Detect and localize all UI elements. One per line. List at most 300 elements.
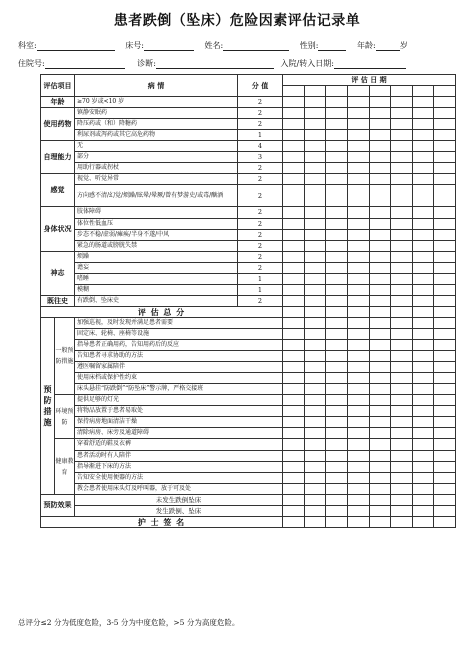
date-cell[interactable]: [347, 185, 369, 207]
date-cell[interactable]: [326, 516, 348, 527]
date-cell[interactable]: [283, 505, 305, 516]
date-cell[interactable]: [347, 174, 369, 185]
date-cell[interactable]: [326, 86, 348, 97]
date-cell[interactable]: [326, 351, 348, 362]
date-cell[interactable]: [434, 461, 456, 472]
date-cell[interactable]: [347, 450, 369, 461]
date-cell[interactable]: [347, 97, 369, 108]
date-cell[interactable]: [369, 152, 391, 163]
date-cell[interactable]: [347, 251, 369, 262]
date-cell[interactable]: [391, 340, 413, 351]
date-cell[interactable]: [391, 207, 413, 218]
date-cell[interactable]: [369, 450, 391, 461]
date-cell[interactable]: [434, 163, 456, 174]
date-cell[interactable]: [347, 516, 369, 527]
date-cell[interactable]: [369, 328, 391, 339]
date-cell[interactable]: [326, 218, 348, 229]
date-cell[interactable]: [434, 306, 456, 317]
date-cell[interactable]: [326, 229, 348, 240]
date-cell[interactable]: [412, 185, 434, 207]
date-cell[interactable]: [369, 340, 391, 351]
date-cell[interactable]: [347, 461, 369, 472]
date-cell[interactable]: [347, 328, 369, 339]
date-cell[interactable]: [326, 461, 348, 472]
date-cell[interactable]: [369, 472, 391, 483]
date-cell[interactable]: [283, 362, 305, 373]
date-cell[interactable]: [412, 428, 434, 439]
date-cell[interactable]: [434, 152, 456, 163]
date-cell[interactable]: [304, 461, 326, 472]
date-cell[interactable]: [283, 406, 305, 417]
date-cell[interactable]: [391, 86, 413, 97]
date-cell[interactable]: [412, 450, 434, 461]
date-cell[interactable]: [434, 351, 456, 362]
date-cell[interactable]: [283, 483, 305, 494]
date-cell[interactable]: [347, 362, 369, 373]
date-cell[interactable]: [326, 373, 348, 384]
date-cell[interactable]: [391, 406, 413, 417]
date-cell[interactable]: [434, 439, 456, 450]
date-cell[interactable]: [434, 240, 456, 251]
date-cell[interactable]: [283, 284, 305, 295]
date-cell[interactable]: [434, 483, 456, 494]
date-cell[interactable]: [391, 505, 413, 516]
date-cell[interactable]: [304, 97, 326, 108]
date-cell[interactable]: [304, 141, 326, 152]
date-cell[interactable]: [283, 273, 305, 284]
date-cell[interactable]: [434, 229, 456, 240]
date-cell[interactable]: [434, 362, 456, 373]
date-cell[interactable]: [369, 163, 391, 174]
date-cell[interactable]: [283, 450, 305, 461]
date-cell[interactable]: [391, 163, 413, 174]
date-cell[interactable]: [347, 406, 369, 417]
date-cell[interactable]: [412, 295, 434, 306]
date-cell[interactable]: [434, 317, 456, 328]
date-cell[interactable]: [347, 472, 369, 483]
date-cell[interactable]: [304, 351, 326, 362]
date-cell[interactable]: [369, 207, 391, 218]
date-cell[interactable]: [369, 141, 391, 152]
date-cell[interactable]: [369, 373, 391, 384]
date-cell[interactable]: [412, 328, 434, 339]
date-cell[interactable]: [347, 130, 369, 141]
date-cell[interactable]: [391, 295, 413, 306]
date-cell[interactable]: [369, 273, 391, 284]
date-cell[interactable]: [412, 317, 434, 328]
date-cell[interactable]: [304, 152, 326, 163]
date-cell[interactable]: [347, 86, 369, 97]
date-cell[interactable]: [347, 483, 369, 494]
date-cell[interactable]: [283, 163, 305, 174]
date-cell[interactable]: [326, 439, 348, 450]
dept-field[interactable]: [37, 42, 115, 51]
date-cell[interactable]: [326, 505, 348, 516]
date-cell[interactable]: [347, 317, 369, 328]
date-cell[interactable]: [434, 97, 456, 108]
date-cell[interactable]: [412, 273, 434, 284]
date-cell[interactable]: [326, 295, 348, 306]
date-cell[interactable]: [326, 97, 348, 108]
date-cell[interactable]: [326, 262, 348, 273]
date-cell[interactable]: [326, 174, 348, 185]
date-cell[interactable]: [412, 461, 434, 472]
date-cell[interactable]: [304, 395, 326, 406]
date-cell[interactable]: [283, 306, 305, 317]
date-cell[interactable]: [326, 306, 348, 317]
date-cell[interactable]: [412, 240, 434, 251]
date-cell[interactable]: [391, 494, 413, 505]
date-cell[interactable]: [347, 284, 369, 295]
date-cell[interactable]: [304, 373, 326, 384]
date-cell[interactable]: [304, 218, 326, 229]
date-cell[interactable]: [391, 395, 413, 406]
date-cell[interactable]: [347, 384, 369, 395]
admission-no-field[interactable]: [45, 60, 125, 69]
date-cell[interactable]: [369, 439, 391, 450]
date-cell[interactable]: [347, 505, 369, 516]
date-cell[interactable]: [391, 119, 413, 130]
date-cell[interactable]: [326, 494, 348, 505]
date-cell[interactable]: [434, 395, 456, 406]
date-cell[interactable]: [283, 97, 305, 108]
date-cell[interactable]: [326, 163, 348, 174]
date-cell[interactable]: [347, 273, 369, 284]
date-cell[interactable]: [391, 483, 413, 494]
date-cell[interactable]: [434, 417, 456, 428]
date-cell[interactable]: [434, 472, 456, 483]
date-cell[interactable]: [434, 86, 456, 97]
date-cell[interactable]: [391, 516, 413, 527]
date-cell[interactable]: [391, 317, 413, 328]
date-cell[interactable]: [304, 384, 326, 395]
date-cell[interactable]: [347, 240, 369, 251]
date-cell[interactable]: [304, 406, 326, 417]
date-cell[interactable]: [304, 185, 326, 207]
date-cell[interactable]: [283, 417, 305, 428]
date-cell[interactable]: [283, 262, 305, 273]
date-cell[interactable]: [369, 130, 391, 141]
date-cell[interactable]: [412, 483, 434, 494]
date-cell[interactable]: [283, 174, 305, 185]
date-cell[interactable]: [412, 373, 434, 384]
date-cell[interactable]: [369, 185, 391, 207]
date-cell[interactable]: [434, 505, 456, 516]
date-cell[interactable]: [304, 163, 326, 174]
date-cell[interactable]: [326, 362, 348, 373]
date-cell[interactable]: [326, 472, 348, 483]
date-cell[interactable]: [304, 284, 326, 295]
date-cell[interactable]: [412, 86, 434, 97]
date-cell[interactable]: [391, 472, 413, 483]
date-cell[interactable]: [304, 295, 326, 306]
date-cell[interactable]: [391, 373, 413, 384]
date-cell[interactable]: [369, 240, 391, 251]
transfer-date-field[interactable]: [334, 60, 406, 69]
date-cell[interactable]: [412, 141, 434, 152]
date-cell[interactable]: [391, 428, 413, 439]
date-cell[interactable]: [391, 108, 413, 119]
date-cell[interactable]: [304, 516, 326, 527]
date-cell[interactable]: [283, 86, 305, 97]
date-cell[interactable]: [369, 351, 391, 362]
date-cell[interactable]: [369, 218, 391, 229]
date-cell[interactable]: [434, 119, 456, 130]
date-cell[interactable]: [283, 461, 305, 472]
date-cell[interactable]: [391, 384, 413, 395]
date-cell[interactable]: [369, 494, 391, 505]
date-cell[interactable]: [369, 505, 391, 516]
date-cell[interactable]: [347, 306, 369, 317]
date-cell[interactable]: [347, 218, 369, 229]
date-cell[interactable]: [347, 439, 369, 450]
date-cell[interactable]: [391, 141, 413, 152]
date-cell[interactable]: [412, 306, 434, 317]
date-cell[interactable]: [304, 262, 326, 273]
date-cell[interactable]: [326, 450, 348, 461]
date-cell[interactable]: [347, 428, 369, 439]
date-cell[interactable]: [326, 328, 348, 339]
date-cell[interactable]: [391, 130, 413, 141]
date-cell[interactable]: [369, 229, 391, 240]
date-cell[interactable]: [304, 328, 326, 339]
date-cell[interactable]: [434, 284, 456, 295]
date-cell[interactable]: [369, 395, 391, 406]
date-cell[interactable]: [412, 152, 434, 163]
date-cell[interactable]: [304, 251, 326, 262]
date-cell[interactable]: [304, 108, 326, 119]
date-cell[interactable]: [347, 108, 369, 119]
date-cell[interactable]: [304, 483, 326, 494]
date-cell[interactable]: [304, 494, 326, 505]
name-field[interactable]: [223, 42, 289, 51]
date-cell[interactable]: [369, 262, 391, 273]
date-cell[interactable]: [369, 516, 391, 527]
date-cell[interactable]: [283, 152, 305, 163]
date-cell[interactable]: [412, 384, 434, 395]
date-cell[interactable]: [283, 207, 305, 218]
date-cell[interactable]: [391, 417, 413, 428]
date-cell[interactable]: [391, 218, 413, 229]
date-cell[interactable]: [434, 130, 456, 141]
sex-field[interactable]: [318, 42, 346, 51]
date-cell[interactable]: [369, 119, 391, 130]
date-cell[interactable]: [434, 406, 456, 417]
date-cell[interactable]: [304, 450, 326, 461]
diagnosis-field[interactable]: [156, 60, 274, 69]
date-cell[interactable]: [304, 273, 326, 284]
date-cell[interactable]: [412, 119, 434, 130]
date-cell[interactable]: [391, 439, 413, 450]
date-cell[interactable]: [304, 340, 326, 351]
date-cell[interactable]: [434, 174, 456, 185]
date-cell[interactable]: [434, 207, 456, 218]
date-cell[interactable]: [304, 240, 326, 251]
date-cell[interactable]: [412, 406, 434, 417]
date-cell[interactable]: [369, 86, 391, 97]
date-cell[interactable]: [326, 185, 348, 207]
date-cell[interactable]: [347, 340, 369, 351]
date-cell[interactable]: [326, 152, 348, 163]
date-cell[interactable]: [391, 450, 413, 461]
date-cell[interactable]: [347, 494, 369, 505]
date-cell[interactable]: [326, 384, 348, 395]
date-cell[interactable]: [283, 218, 305, 229]
date-cell[interactable]: [412, 218, 434, 229]
date-cell[interactable]: [412, 439, 434, 450]
date-cell[interactable]: [304, 119, 326, 130]
date-cell[interactable]: [283, 428, 305, 439]
date-cell[interactable]: [412, 340, 434, 351]
date-cell[interactable]: [347, 295, 369, 306]
date-cell[interactable]: [369, 174, 391, 185]
date-cell[interactable]: [369, 384, 391, 395]
date-cell[interactable]: [412, 262, 434, 273]
date-cell[interactable]: [347, 119, 369, 130]
date-cell[interactable]: [391, 152, 413, 163]
date-cell[interactable]: [326, 340, 348, 351]
date-cell[interactable]: [412, 494, 434, 505]
date-cell[interactable]: [326, 428, 348, 439]
date-cell[interactable]: [283, 119, 305, 130]
date-cell[interactable]: [283, 130, 305, 141]
date-cell[interactable]: [369, 284, 391, 295]
date-cell[interactable]: [326, 406, 348, 417]
date-cell[interactable]: [304, 229, 326, 240]
date-cell[interactable]: [347, 395, 369, 406]
date-cell[interactable]: [369, 461, 391, 472]
date-cell[interactable]: [369, 428, 391, 439]
date-cell[interactable]: [283, 251, 305, 262]
date-cell[interactable]: [434, 108, 456, 119]
date-cell[interactable]: [369, 306, 391, 317]
date-cell[interactable]: [391, 362, 413, 373]
date-cell[interactable]: [412, 395, 434, 406]
date-cell[interactable]: [283, 108, 305, 119]
date-cell[interactable]: [412, 108, 434, 119]
date-cell[interactable]: [434, 450, 456, 461]
date-cell[interactable]: [283, 317, 305, 328]
date-cell[interactable]: [304, 417, 326, 428]
date-cell[interactable]: [304, 428, 326, 439]
date-cell[interactable]: [304, 505, 326, 516]
date-cell[interactable]: [434, 340, 456, 351]
date-cell[interactable]: [326, 483, 348, 494]
date-cell[interactable]: [326, 141, 348, 152]
date-cell[interactable]: [283, 229, 305, 240]
date-cell[interactable]: [326, 395, 348, 406]
date-cell[interactable]: [434, 273, 456, 284]
date-cell[interactable]: [391, 351, 413, 362]
date-cell[interactable]: [304, 86, 326, 97]
date-cell[interactable]: [283, 185, 305, 207]
date-cell[interactable]: [412, 472, 434, 483]
age-field[interactable]: [376, 42, 400, 51]
date-cell[interactable]: [283, 340, 305, 351]
date-cell[interactable]: [412, 362, 434, 373]
date-cell[interactable]: [347, 163, 369, 174]
date-cell[interactable]: [412, 163, 434, 174]
date-cell[interactable]: [412, 229, 434, 240]
date-cell[interactable]: [369, 417, 391, 428]
date-cell[interactable]: [412, 351, 434, 362]
date-cell[interactable]: [326, 130, 348, 141]
date-cell[interactable]: [391, 328, 413, 339]
date-cell[interactable]: [434, 516, 456, 527]
date-cell[interactable]: [434, 373, 456, 384]
bed-field[interactable]: [144, 42, 194, 51]
date-cell[interactable]: [434, 328, 456, 339]
date-cell[interactable]: [326, 284, 348, 295]
date-cell[interactable]: [283, 295, 305, 306]
date-cell[interactable]: [434, 262, 456, 273]
date-cell[interactable]: [412, 251, 434, 262]
date-cell[interactable]: [391, 306, 413, 317]
date-cell[interactable]: [412, 516, 434, 527]
date-cell[interactable]: [391, 185, 413, 207]
date-cell[interactable]: [304, 174, 326, 185]
date-cell[interactable]: [434, 428, 456, 439]
date-cell[interactable]: [304, 207, 326, 218]
date-cell[interactable]: [347, 262, 369, 273]
date-cell[interactable]: [326, 119, 348, 130]
date-cell[interactable]: [347, 373, 369, 384]
date-cell[interactable]: [326, 108, 348, 119]
date-cell[interactable]: [391, 229, 413, 240]
date-cell[interactable]: [412, 97, 434, 108]
date-cell[interactable]: [369, 97, 391, 108]
date-cell[interactable]: [283, 240, 305, 251]
date-cell[interactable]: [304, 130, 326, 141]
date-cell[interactable]: [283, 351, 305, 362]
date-cell[interactable]: [412, 130, 434, 141]
date-cell[interactable]: [304, 317, 326, 328]
date-cell[interactable]: [326, 317, 348, 328]
date-cell[interactable]: [412, 417, 434, 428]
date-cell[interactable]: [283, 384, 305, 395]
date-cell[interactable]: [283, 439, 305, 450]
date-cell[interactable]: [369, 483, 391, 494]
date-cell[interactable]: [391, 174, 413, 185]
date-cell[interactable]: [434, 141, 456, 152]
date-cell[interactable]: [391, 284, 413, 295]
date-cell[interactable]: [304, 472, 326, 483]
date-cell[interactable]: [304, 439, 326, 450]
date-cell[interactable]: [304, 362, 326, 373]
date-cell[interactable]: [434, 494, 456, 505]
date-cell[interactable]: [347, 207, 369, 218]
date-cell[interactable]: [391, 262, 413, 273]
date-cell[interactable]: [434, 218, 456, 229]
date-cell[interactable]: [283, 472, 305, 483]
date-cell[interactable]: [391, 240, 413, 251]
date-cell[interactable]: [434, 384, 456, 395]
date-cell[interactable]: [347, 229, 369, 240]
date-cell[interactable]: [412, 284, 434, 295]
date-cell[interactable]: [434, 185, 456, 207]
date-cell[interactable]: [304, 306, 326, 317]
date-cell[interactable]: [369, 295, 391, 306]
date-cell[interactable]: [391, 273, 413, 284]
date-cell[interactable]: [412, 207, 434, 218]
date-cell[interactable]: [326, 273, 348, 284]
date-cell[interactable]: [283, 516, 305, 527]
date-cell[interactable]: [326, 417, 348, 428]
date-cell[interactable]: [283, 395, 305, 406]
date-cell[interactable]: [434, 295, 456, 306]
date-cell[interactable]: [283, 494, 305, 505]
date-cell[interactable]: [369, 362, 391, 373]
